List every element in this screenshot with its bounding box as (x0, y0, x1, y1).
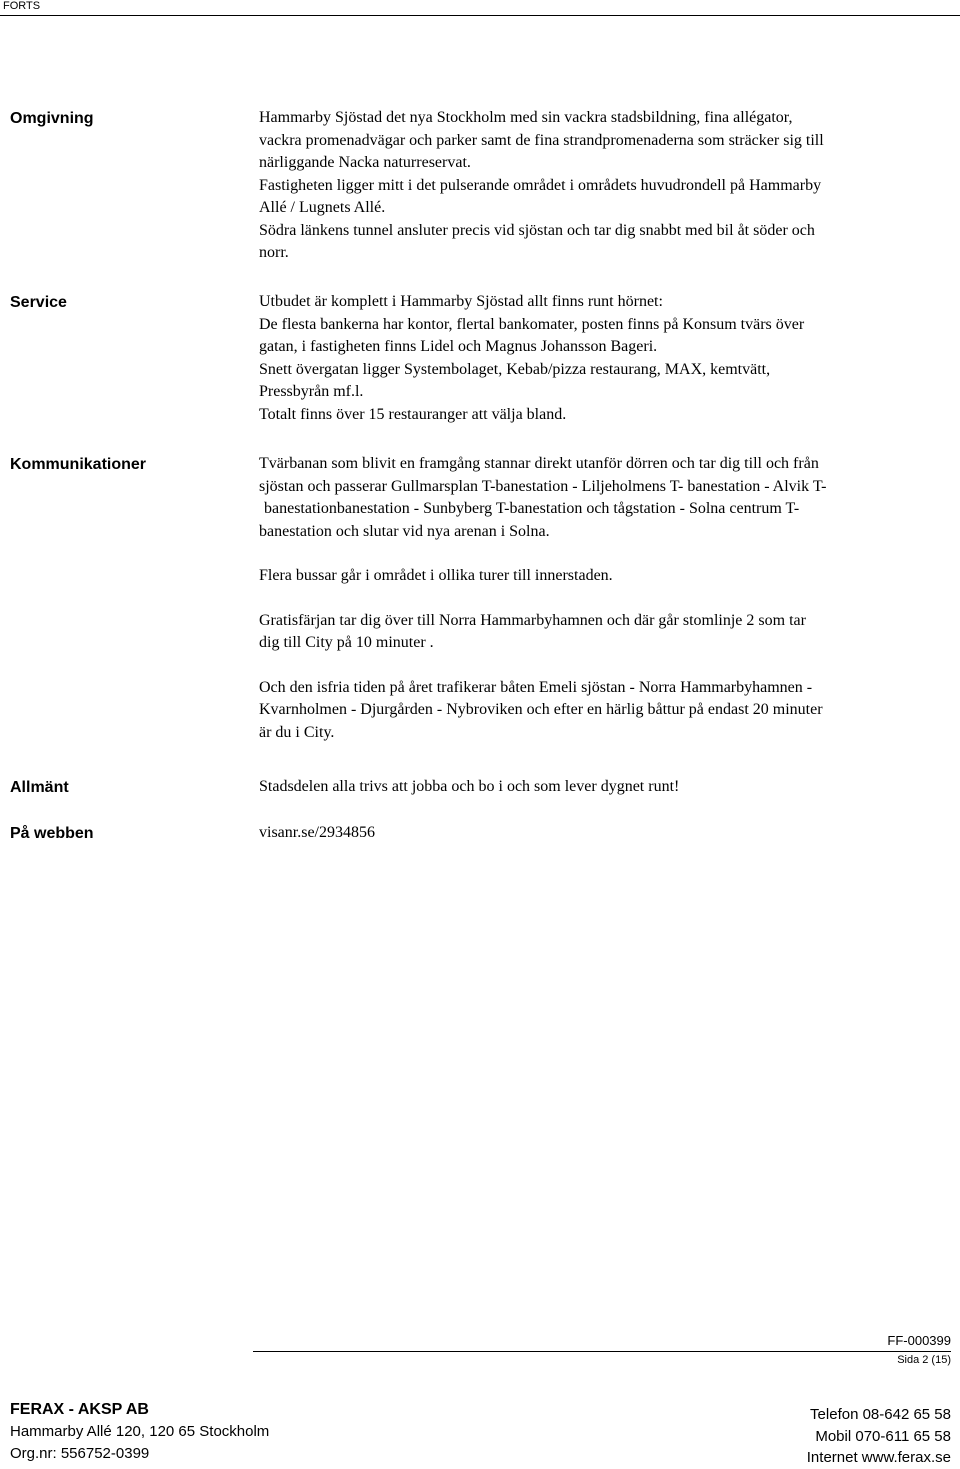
text-line: Pressbyrån mf.l. (259, 383, 364, 400)
org-number: Org.nr: 556752-0399 (10, 1445, 150, 1462)
top-header-bar (0, 0, 960, 16)
mobile-number: Mobil 070-611 65 58 (815, 1427, 951, 1445)
text-line: vackra promenadvägar och parker samt de fina strandpromenaderna som sträcker sig till (259, 131, 824, 149)
section-text-allmant: Stadsdelen alla trivs att jobba och bo i och som lever dygnet runt! (259, 778, 680, 795)
text-line: Allé / Lugnets Allé. (259, 199, 386, 216)
text-line: Flera bussar går i området i ollika turer till innerstaden. (259, 567, 613, 584)
section-text-service (259, 291, 949, 426)
text-line: Fastigheten ligger mitt i det pulserande området i områdets huvudrondell på Hammarby (259, 176, 822, 194)
company-address: Hammarby Allé 120, 120 65 Stockholm (10, 1423, 270, 1440)
section-label-service: Service (10, 294, 67, 311)
text-line: närliggande Nacka naturreservat. (259, 154, 471, 171)
section-label-webben: På webben (10, 825, 94, 842)
text-line: banestation och slutar vid nya arenan i Solna. (259, 522, 550, 540)
section-label-kommunikationer: Kommunikationer (10, 456, 147, 473)
document-number: FF-000399 (887, 1333, 951, 1348)
text-line: banestationbanestation - Sunbyberg T-banestation och tågstation - Solna centrum T- (264, 500, 800, 517)
text-line: Totalt finns över 15 restauranger att välja bland. (259, 405, 567, 423)
text-line: Kvarnholmen - Djurgården - Nybroviken och efter en härlig båttur på endast 20 minuter (259, 701, 823, 718)
section-label-allmant: Allmänt (10, 779, 69, 796)
web-reference-text: visanr.se/2934856 (259, 824, 375, 841)
text-line: Södra länkens tunnel ansluter precis vid sjöstan och tar dig snabbt med bil åt söder och (259, 221, 815, 239)
section-text-kommunikationer (259, 453, 949, 744)
text-line: Och den isfria tiden på året trafikerar båten Emeli sjöstan - Norra Hammarbyhamnen - (259, 678, 813, 696)
section-text-omgivning (259, 107, 949, 265)
text-line: Utbudet är komplett i Hammarby Sjöstad allt finns runt hörnet: (259, 293, 663, 310)
page-number: Sida 2 (15) (897, 1354, 951, 1366)
text-line: Hammarby Sjöstad det nya Stockholm med sin vackra stadsbildning, fina allégator, (259, 109, 793, 126)
text-line: gatan, i fastigheten finns Lidel och Magnus Johansson Bageri. (259, 338, 658, 355)
text-line: Snett övergatan ligger Systembolaget, Kebab/pizza restaurang, MAX, kemtvätt, (259, 360, 771, 378)
section-label-omgivning: Omgivning (10, 110, 94, 127)
text-line: sjöstan och passerar Gullmarsplan T-banestation - Liljeholmens T- banestation - Alvik T- (259, 477, 827, 495)
text-line: norr. (259, 244, 289, 261)
text-line: Gratisfärjan tar dig över till Norra Hammarbyhamnen och där går stomlinje 2 som tar (259, 611, 806, 629)
footer-divider (253, 1351, 951, 1352)
text-line: dig till City på 10 minuter . (259, 634, 434, 651)
footer-company-block (10, 1399, 269, 1465)
phone-number: Telefon 08-642 65 58 (810, 1406, 951, 1423)
text-line: Tvärbanan som blivit en framgång stannar direkt utanför dörren och tar dig till och från (259, 455, 819, 472)
company-name: FERAX - AKSP AB (10, 1401, 149, 1418)
continuation-label: FORTS (3, 0, 41, 12)
footer-contact-block (807, 1404, 951, 1469)
website: Internet www.ferax.se (806, 1449, 951, 1466)
text-line: är du i City. (259, 723, 335, 741)
text-line: De flesta bankerna har kontor, flertal bankomater, posten finns på Konsum tvärs över (259, 315, 805, 333)
